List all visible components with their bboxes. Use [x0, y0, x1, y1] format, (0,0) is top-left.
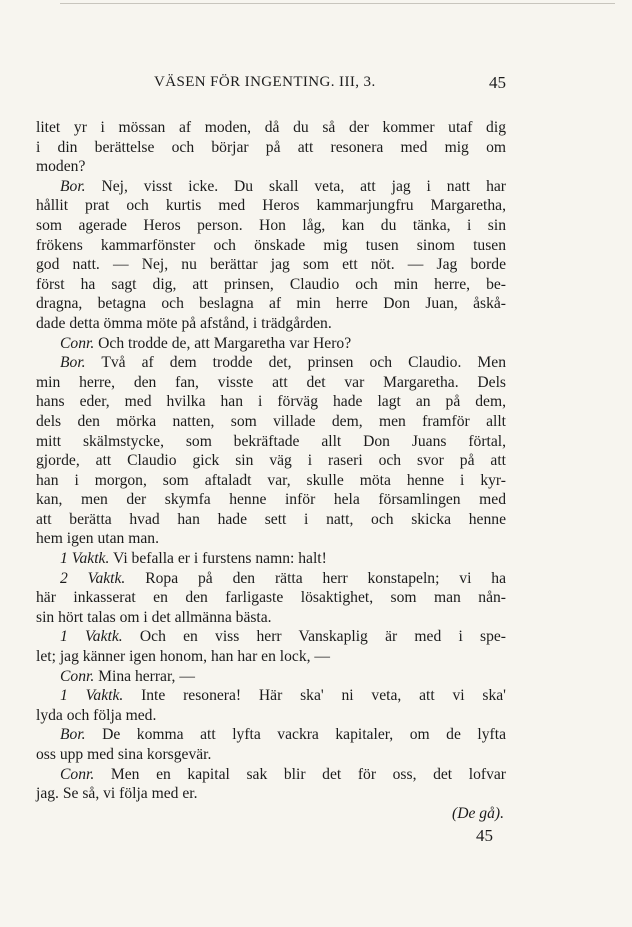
line-text: litet yr i mössan af moden, då du så der kommer utaf dig: [36, 119, 506, 136]
line-text: Vi befalla er i furstens namn: halt!: [109, 550, 327, 568]
text-line: [36, 569, 506, 589]
line-text: Två af dem trodde det, prinsen och Claudio. Men: [85, 354, 506, 372]
line-text: först ha sagt dig, att prinsen, Claudio och min herre, be-: [36, 275, 506, 293]
text-line: [36, 608, 506, 628]
line-text: god natt. — Nej, nu berättar jag som ett nöt. — Jag borde: [36, 256, 506, 274]
text-line: [36, 627, 506, 647]
line-text: lyda och följa med.: [36, 706, 157, 724]
text-line: [36, 177, 506, 197]
text-line: [36, 804, 506, 824]
text-line: [36, 647, 506, 667]
scan-edge-line: [60, 3, 615, 4]
text-line: [36, 118, 506, 138]
line-text: att berätta hvad han hade sett i natt, och skicka henne: [36, 510, 506, 528]
text-line: [36, 157, 506, 177]
line-text: Nej, visst icke. Du skall veta, att jag i natt har: [85, 177, 506, 195]
text-line: [36, 334, 506, 354]
text-line: [36, 686, 506, 706]
line-text: kan, men der skymfa henne inför hela församlingen med: [36, 491, 506, 509]
text-line: [36, 216, 506, 236]
line-text: Ropa på den rätta herr konstapeln; vi ha: [125, 569, 506, 587]
speaker-label: (De gå).: [452, 804, 504, 822]
line-text: hans eder, med hvilka han i förväg hade lagt an på dem,: [36, 393, 506, 411]
text-line: [36, 196, 506, 216]
speaker-label: Bor.: [60, 177, 86, 195]
line-text: han i morgon, som aftaladt var, skulle möta henne i kyr-: [36, 471, 506, 489]
line-text: hållit prat och kurtis med Heros kammarjungfru Margaretha,: [36, 197, 506, 215]
line-text: Och en viss herr Vanskaplig är med i spe-: [122, 628, 506, 646]
text-line: [36, 490, 506, 510]
speaker-label: 1 Vaktk.: [60, 628, 123, 646]
speaker-label: 1 Vaktk.: [60, 687, 124, 705]
line-text: som agerade Heros person. Hon låg, kan du tänka, i sin: [36, 216, 506, 234]
line-text: dels den mörka natten, som villade dem, men framför allt: [36, 412, 506, 430]
line-text: moden?: [36, 158, 86, 176]
page-number-top: 45: [489, 73, 506, 92]
text-line: [36, 138, 506, 158]
text-line: [36, 725, 506, 745]
line-text: här inkasserat en den farligaste lösaktighet, som man nån-: [36, 589, 506, 607]
text-line: [36, 255, 506, 275]
line-text: gjorde, att Claudio gick sin väg i raseri och svor på att: [36, 452, 506, 470]
speaker-label: Conr.: [60, 334, 95, 352]
line-text: dragna, betagna och beslagna af min herre Don Juan, åskå-: [36, 295, 506, 313]
speaker-label: Conr.: [60, 667, 95, 685]
text-line: [36, 510, 506, 530]
text-line: [36, 392, 506, 412]
text-line: [36, 314, 506, 334]
speaker-label: Conr.: [60, 765, 95, 783]
text-line: [36, 373, 506, 393]
line-text: oss upp med sina korsgevär.: [36, 746, 212, 763]
text-line: [36, 471, 506, 491]
text-line: [36, 432, 506, 452]
text-line: [36, 275, 506, 295]
line-text: Och trodde de, att Margaretha var Hero?: [94, 334, 352, 352]
text-line: [36, 706, 506, 726]
text-line: [36, 529, 506, 549]
text-line: [36, 784, 506, 804]
line-text: dade detta ömma möte på afstånd, i trädgården.: [36, 314, 332, 332]
line-text: i din berättelse och börjar på att resonera med mig om: [36, 138, 506, 156]
text-line: [36, 353, 506, 373]
text-line: [36, 236, 506, 256]
text-line: [36, 451, 506, 471]
text-line: [36, 294, 506, 314]
text-line: [36, 765, 506, 785]
line-text: mitt skälmstycke, som bekräftade allt Don Juans förtal,: [36, 432, 506, 450]
page-header: [36, 74, 506, 96]
line-text: min herre, den fan, visste att det var Margaretha. Dels: [36, 373, 506, 391]
text-line: [36, 412, 506, 432]
text-line: [36, 549, 506, 569]
text-line: [36, 588, 506, 608]
line-text: jag. Se så, vi följa med er.: [36, 785, 198, 803]
speaker-label: Bor.: [60, 726, 86, 744]
line-text: Mina herrar, —: [94, 667, 195, 685]
line-text: hem igen utan man.: [36, 530, 159, 548]
running-head: VÄSEN FÖR INGENTING. III, 3.: [154, 74, 376, 90]
line-text: frökens kammarfönster och önskade mig tusen sinom tusen: [36, 236, 506, 254]
speaker-label: Bor.: [60, 354, 86, 372]
line-text: sin hört talas om i det allmänna bästa.: [36, 608, 272, 626]
line-text: Inte resonera! Här ska' ni veta, att vi ska': [123, 687, 506, 705]
speaker-label: 2 Vaktk.: [60, 569, 126, 587]
line-text: Men en kapital sak blir det för oss, det lofvar: [94, 765, 506, 783]
text-line: [36, 745, 506, 765]
body-text: [36, 118, 506, 823]
page-number-bottom: 45: [476, 826, 493, 845]
speaker-label: 1 Vaktk.: [60, 550, 110, 568]
line-text: let; jag känner igen honom, han har en lock, —: [36, 648, 331, 666]
line-text: De komma att lyfta vackra kapitaler, om de lyfta: [85, 726, 506, 744]
text-line: [36, 667, 506, 687]
